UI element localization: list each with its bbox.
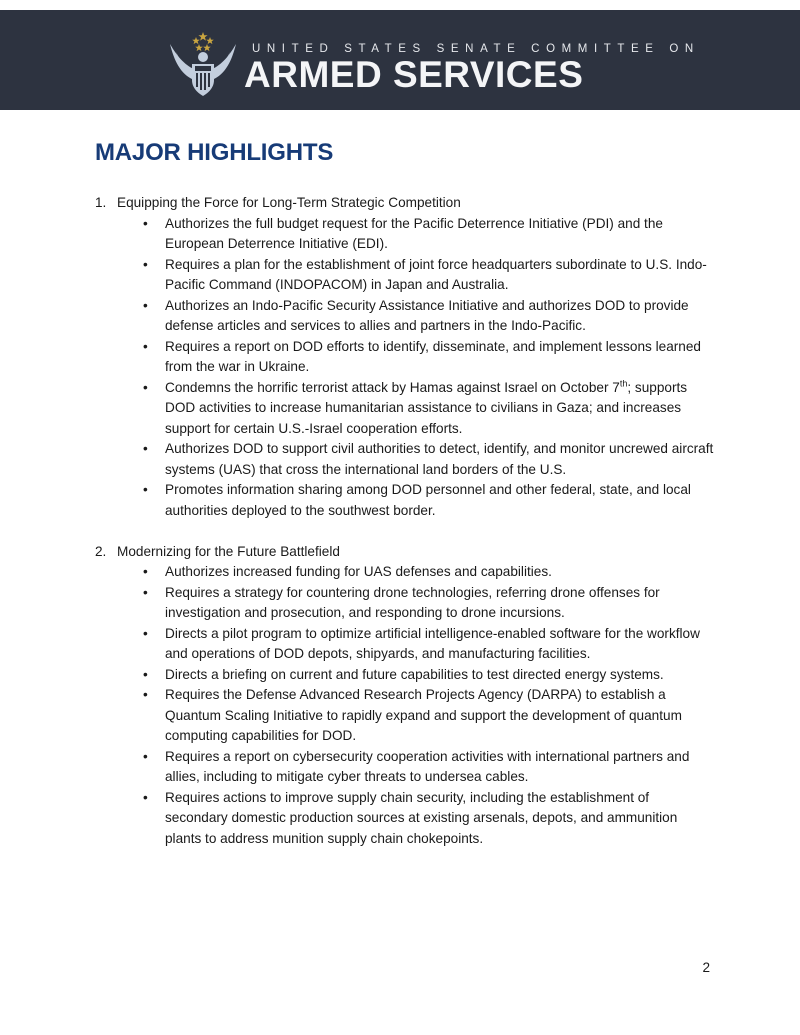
section-modernizing	[95, 542, 715, 850]
list-item-text: Condemns the horrific terrorist attack by Hamas against Israel on October 7th; supports DOD activities to increase humanitarian assistance to civilians in Gaza; and increases support for certain U.S.-Israel cooperation efforts.	[165, 377, 688, 436]
bullet-icon: •	[143, 441, 148, 456]
list-item-text: Promotes information sharing among DOD personnel and other federal, state, and local authorities deployed to the southwest border.	[165, 482, 691, 518]
bullet-icon: •	[143, 379, 148, 395]
section-number: 1.	[95, 195, 107, 210]
bullet-icon: •	[143, 687, 148, 702]
list-item	[143, 562, 715, 583]
list-item-text: Directs a pilot program to optimize artificial intelligence-enabled software for the workflow and operations of DOD depots, shipyards, and manufacturing facilities.	[165, 625, 700, 661]
section-heading	[95, 193, 715, 214]
list-item	[143, 255, 715, 296]
list-item-text: Authorizes increased funding for UAS defenses and capabilities.	[165, 564, 552, 579]
bullet-list	[95, 562, 715, 849]
list-item-text: Authorizes the full budget request for the Pacific Deterrence Initiative (PDI) and the European Deterrence Initiative (EDI).	[165, 215, 663, 251]
list-item	[143, 685, 715, 747]
list-item-text: Requires a plan for the establishment of joint force headquarters subordinate to U.S. Indo-Pacific Command (INDOPACOM) in Japan and Australia.	[165, 256, 707, 292]
bullet-icon: •	[143, 338, 148, 354]
highlights-list	[95, 193, 715, 870]
committee-name: ARMED SERVICES	[244, 54, 584, 95]
committee-org-line: UNITED STATES SENATE COMMITTEE ON	[252, 43, 700, 55]
section-heading-text: Modernizing for the Future Battlefield	[117, 543, 340, 559]
committee-banner	[0, 10, 800, 110]
list-item	[143, 214, 715, 255]
bullet-icon: •	[143, 482, 148, 497]
bullet-icon: •	[143, 256, 148, 272]
eagle-icon	[166, 30, 240, 100]
section-heading	[95, 542, 715, 563]
list-item	[143, 624, 715, 665]
bullet-icon: •	[143, 297, 148, 313]
list-item-text: Authorizes an Indo-Pacific Security Assistance Initiative and authorizes DOD to provide defense articles and services to allies and partners in the Indo-Pacific.	[165, 297, 689, 333]
bullet-icon: •	[143, 584, 148, 600]
section-equipping-force	[95, 193, 715, 521]
list-item	[143, 747, 715, 788]
section-number: 2.	[95, 543, 107, 559]
bullet-icon: •	[143, 215, 148, 231]
list-item	[143, 377, 715, 440]
section-heading-text: Equipping the Force for Long-Term Strategic Competition	[117, 195, 461, 210]
bullet-list	[95, 214, 715, 522]
list-item	[143, 296, 715, 337]
list-item	[143, 337, 715, 378]
bullet-icon: •	[143, 666, 148, 682]
list-item-text: Requires a report on DOD efforts to identify, disseminate, and implement lessons learned from the war in Ukraine.	[165, 338, 701, 374]
list-item-text: Requires actions to improve supply chain security, including the establishment of secondary domestic production sources at existing arsenals, depots, and ammunition plants to address munition supply chain chokepoints.	[165, 789, 678, 846]
bullet-icon: •	[143, 789, 148, 805]
list-item-text: Requires the Defense Advanced Research Projects Agency (DARPA) to establish a Quantum Scaling Initiative to rapidly expand and support the development of quantum computing capabilities for DOD.	[165, 687, 682, 743]
list-item-text: Directs a briefing on current and future capabilities to test directed energy systems.	[165, 666, 664, 682]
list-item	[143, 665, 715, 686]
list-item	[143, 788, 715, 850]
bullet-icon: •	[143, 625, 148, 641]
bullet-icon: •	[143, 564, 148, 579]
page-title: MAJOR HIGHLIGHTS	[95, 139, 334, 166]
list-item-text: Requires a report on cybersecurity cooperation activities with international partners and allies, including to mitigate cyber threats to undersea cables.	[165, 748, 690, 784]
list-item	[143, 583, 715, 624]
list-item	[143, 439, 715, 480]
bullet-icon: •	[143, 748, 148, 764]
list-item	[143, 480, 715, 521]
page-number: 2	[702, 960, 710, 975]
list-item-text: Authorizes DOD to support civil authorities to detect, identify, and monitor uncrewed aircraft systems (UAS) that cross the international land borders of the U.S.	[165, 441, 714, 477]
list-item-text: Requires a strategy for countering drone technologies, referring drone offenses for investigation and prosecution, and responding to drone incursions.	[165, 584, 660, 620]
